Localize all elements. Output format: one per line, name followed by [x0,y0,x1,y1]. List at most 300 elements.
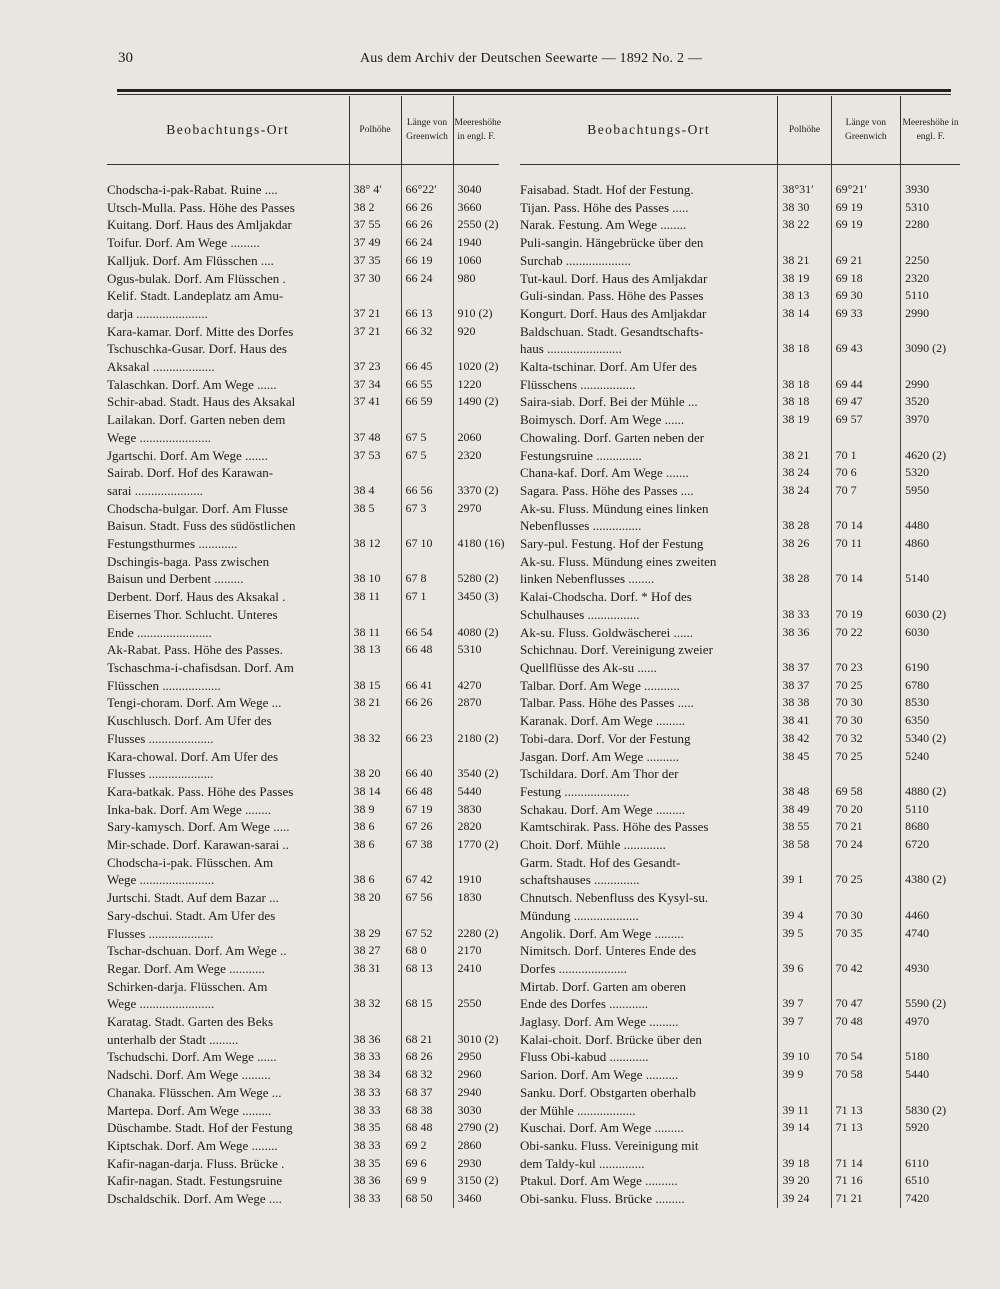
place-cell: Obi-sanku. Fluss. Vereinigung mit [520,1137,699,1153]
latitude-cell: 38 18 [778,340,831,358]
longitude-cell: 69 19 [831,199,901,217]
latitude-cell [778,500,831,518]
latitude-cell [778,234,831,252]
longitude-cell: 71 13 [831,1119,901,1137]
table-row [520,854,960,872]
longitude-cell: 66 55 [401,376,453,394]
altitude-cell: 4740 [901,925,960,943]
altitude-cell: 2550 [453,995,499,1013]
longitude-cell: 69 9 [401,1172,453,1190]
column-header-altitude: Meereshöhe in engl. F. [453,96,499,165]
latitude-cell: 38 55 [778,818,831,836]
longitude-cell [831,641,901,659]
place-cell: Talbar. Dorf. Am Wege ........... [520,677,680,693]
table-row [520,783,960,801]
table-row [520,641,960,659]
altitude-cell: 2820 [453,818,499,836]
altitude-cell: 5310 [453,641,499,659]
table-row [107,818,499,836]
altitude-cell [901,500,960,518]
latitude-cell: 38 29 [349,925,401,943]
place-cell: Garm. Stadt. Hof des Gesandt- [520,854,681,870]
longitude-cell: 66 26 [401,199,453,217]
longitude-cell: 66 26 [401,216,453,234]
altitude-cell: 6030 [901,624,960,642]
latitude-cell: 38 28 [778,570,831,588]
latitude-cell: 38 19 [778,270,831,288]
longitude-cell: 67 1 [401,588,453,606]
table-row [520,287,960,305]
place-cell: Dorfes ..................... [520,960,627,976]
place-cell: Festung .................... [520,783,630,799]
latitude-cell: 38 33 [778,606,831,624]
latitude-cell: 38 18 [778,376,831,394]
longitude-cell: 70 32 [831,730,901,748]
latitude-cell: 38°31′ [778,165,831,199]
longitude-cell: 70 24 [831,836,901,854]
longitude-cell: 68 26 [401,1048,453,1066]
latitude-cell: 38 21 [778,447,831,465]
altitude-cell [453,659,499,677]
altitude-cell [901,358,960,376]
latitude-cell: 39 7 [778,1013,831,1031]
longitude-cell: 66 41 [401,677,453,695]
altitude-cell: 3370 (2) [453,482,499,500]
altitude-cell: 2960 [453,1066,499,1084]
altitude-cell: 2990 [901,305,960,323]
place-cell: Tschuschka-Gusar. Dorf. Haus des [107,341,287,357]
place-cell: Sairab. Dorf. Hof des Karawan- [107,465,274,481]
longitude-cell [401,464,453,482]
table-row [520,1084,960,1102]
table-row [520,606,960,624]
latitude-cell: 38 4 [349,482,401,500]
altitude-cell: 2550 (2) [453,216,499,234]
altitude-cell [901,765,960,783]
place-cell: Chodscha-i-pak-Rabat. Ruine .... [107,182,278,197]
latitude-cell: 38 10 [349,570,401,588]
place-cell: Mündung .................... [520,907,639,923]
longitude-cell [401,517,453,535]
place-cell: Ak-su. Fluss. Goldwäscherei ...... [520,624,693,640]
longitude-cell: 66 24 [401,234,453,252]
place-cell: Chnutsch. Nebenfluss des Kysyl-su. [520,890,709,906]
latitude-cell [778,1137,831,1155]
altitude-cell: 3010 (2) [453,1031,499,1049]
longitude-cell: 66°22′ [401,165,453,199]
latitude-cell: 38 58 [778,836,831,854]
longitude-cell: 70 25 [831,748,901,766]
longitude-cell [831,889,901,907]
right-table-body [520,165,960,1208]
column-header-place: Beobachtungs-Ort [107,96,349,165]
longitude-cell: 70 14 [831,517,901,535]
longitude-cell: 70 47 [831,995,901,1013]
latitude-cell: 37 53 [349,447,401,465]
latitude-cell: 37 48 [349,429,401,447]
latitude-cell: 39 14 [778,1119,831,1137]
table-row [520,871,960,889]
altitude-cell: 2930 [453,1155,499,1173]
altitude-cell: 3520 [901,393,960,411]
altitude-cell: 3040 [453,165,499,199]
longitude-cell: 69 44 [831,376,901,394]
altitude-cell: 920 [453,323,499,341]
longitude-cell: 67 19 [401,801,453,819]
place-cell: Ak-Rabat. Pass. Höhe des Passes. [107,642,283,658]
table-row [107,783,499,801]
altitude-cell: 1910 [453,871,499,889]
table-row [520,712,960,730]
table-row [107,1084,499,1102]
table-row [520,358,960,376]
altitude-cell: 5950 [901,482,960,500]
place-cell: Festungsthurmes ............ [107,536,238,552]
latitude-cell [349,748,401,766]
latitude-cell: 38 49 [778,801,831,819]
altitude-cell: 2320 [901,270,960,288]
place-cell: Sary-dschui. Stadt. Am Ufer des [107,907,276,923]
longitude-cell [401,1013,453,1031]
altitude-cell: 5240 [901,748,960,766]
place-cell: Ptakul. Dorf. Am Wege .......... [520,1173,678,1189]
altitude-cell: 4970 [901,1013,960,1031]
longitude-cell: 67 56 [401,889,453,907]
table-row [520,340,960,358]
altitude-cell [901,978,960,996]
latitude-cell [349,712,401,730]
table-row [520,730,960,748]
latitude-cell [349,1013,401,1031]
altitude-cell: 1940 [453,234,499,252]
altitude-cell: 2170 [453,942,499,960]
latitude-cell [778,978,831,996]
longitude-cell: 71 14 [831,1155,901,1173]
altitude-cell [901,553,960,571]
place-cell: Baisun und Derbent ......... [107,571,244,587]
table-row [520,553,960,571]
altitude-cell: 6510 [901,1172,960,1190]
longitude-cell: 66 24 [401,270,453,288]
latitude-cell: 38 21 [349,694,401,712]
table-row [107,376,499,394]
column-header-altitude: Meereshöhe in engl. F. [901,96,960,165]
latitude-cell: 38 45 [778,748,831,766]
latitude-cell: 38 20 [349,889,401,907]
altitude-cell: 3460 [453,1190,499,1208]
latitude-cell: 39 7 [778,995,831,1013]
place-cell: Faisabad. Stadt. Hof der Festung. [520,182,694,197]
latitude-cell: 38 35 [349,1119,401,1137]
latitude-cell: 37 49 [349,234,401,252]
altitude-cell: 2790 (2) [453,1119,499,1137]
altitude-cell: 2990 [901,376,960,394]
left-table-section [107,96,505,1208]
table-row [520,588,960,606]
table-row [107,712,499,730]
altitude-cell [901,1084,960,1102]
latitude-cell: 37 34 [349,376,401,394]
place-cell: unterhalb der Stadt ......... [107,1031,239,1047]
table-row [107,570,499,588]
place-cell: Nimitsch. Dorf. Unteres Ende des [520,943,697,959]
latitude-cell: 38 48 [778,783,831,801]
place-cell: Festungsruine .............. [520,447,642,463]
table-row [520,216,960,234]
latitude-cell: 38 13 [778,287,831,305]
longitude-cell: 70 11 [831,535,901,553]
table-row [520,1102,960,1120]
table-row [107,659,499,677]
table-row [520,429,960,447]
longitude-cell: 70 6 [831,464,901,482]
altitude-cell [453,517,499,535]
table-row [107,1119,499,1137]
altitude-cell: 4860 [901,535,960,553]
place-cell: Düschambe. Stadt. Hof der Festung [107,1120,293,1136]
table-row [107,1031,499,1049]
altitude-cell: 2180 (2) [453,730,499,748]
table-row [107,1013,499,1031]
place-cell: Kuschai. Dorf. Am Wege ......... [520,1120,684,1136]
altitude-cell: 8530 [901,694,960,712]
altitude-cell [453,411,499,429]
place-cell: haus ....................... [520,341,622,357]
latitude-cell: 38 42 [778,730,831,748]
latitude-cell: 38 18 [778,393,831,411]
latitude-cell: 38 11 [349,624,401,642]
longitude-cell: 66 23 [401,730,453,748]
longitude-cell: 69 18 [831,270,901,288]
altitude-cell: 3830 [453,801,499,819]
table-row [520,765,960,783]
latitude-cell: 39 5 [778,925,831,943]
longitude-cell: 68 37 [401,1084,453,1102]
table-row [107,801,499,819]
latitude-cell: 38 28 [778,517,831,535]
longitude-cell: 70 54 [831,1048,901,1066]
latitude-cell [349,411,401,429]
table-row [520,659,960,677]
longitude-cell: 71 21 [831,1190,901,1208]
place-cell: Chana-kaf. Dorf. Am Wege ....... [520,465,689,481]
latitude-cell [778,889,831,907]
table-row [520,165,960,199]
longitude-cell: 69 30 [831,287,901,305]
table-row [520,1031,960,1049]
table-row [107,199,499,217]
longitude-cell: 70 30 [831,907,901,925]
longitude-cell: 70 23 [831,659,901,677]
longitude-cell: 70 35 [831,925,901,943]
longitude-cell [401,340,453,358]
latitude-cell: 38 5 [349,500,401,518]
table-row [107,854,499,872]
table-row [107,165,499,199]
table-row [107,411,499,429]
table-row [107,1172,499,1190]
place-cell: Schirken-darja. Flüsschen. Am [107,978,268,994]
column-header-longitude: Länge von Greenwich [831,96,901,165]
table-row [107,500,499,518]
altitude-cell [453,907,499,925]
longitude-cell [831,234,901,252]
place-cell: Tijan. Pass. Höhe des Passes ..... [520,199,689,215]
latitude-cell: 38 33 [349,1137,401,1155]
altitude-cell: 5340 (2) [901,730,960,748]
longitude-cell: 69 47 [831,393,901,411]
altitude-cell: 1060 [453,252,499,270]
latitude-cell: 37 21 [349,323,401,341]
place-cell: Ak-su. Fluss. Mündung eines linken [520,500,709,516]
place-cell: Sary-pul. Festung. Hof der Festung [520,536,704,552]
longitude-cell: 68 38 [401,1102,453,1120]
place-cell: Tengi-choram. Dorf. Am Wege ... [107,695,282,711]
table-row [107,287,499,305]
place-cell: Nadschi. Dorf. Am Wege ......... [107,1067,271,1083]
latitude-cell [778,358,831,376]
table-row [520,535,960,553]
altitude-cell [453,553,499,571]
table-row [520,925,960,943]
longitude-cell: 69 19 [831,216,901,234]
altitude-cell [453,854,499,872]
latitude-cell: 38 33 [349,1190,401,1208]
longitude-cell [831,500,901,518]
latitude-cell [778,429,831,447]
altitude-cell: 5920 [901,1119,960,1137]
place-cell: Kalai-Chodscha. Dorf. * Hof des [520,589,692,605]
latitude-cell: 39 1 [778,871,831,889]
longitude-cell [831,765,901,783]
place-cell: Inka-bak. Dorf. Am Wege ........ [107,801,272,817]
latitude-cell [778,765,831,783]
table-row [520,199,960,217]
table-row [107,305,499,323]
observation-table-right [520,96,960,1208]
place-cell: Mirtab. Dorf. Garten am oberen [520,978,687,994]
longitude-cell: 66 48 [401,783,453,801]
place-cell: Narak. Festung. Am Wege ........ [520,217,687,233]
header-rule-thick [117,89,951,92]
table-row [107,340,499,358]
altitude-cell: 910 (2) [453,305,499,323]
place-cell: Kalta-tschinar. Dorf. Am Ufer des [520,359,697,375]
place-cell: Ogus-bulak. Dorf. Am Flüsschen . [107,270,286,286]
altitude-cell: 5440 [901,1066,960,1084]
observation-table-left [107,96,505,1208]
table-row [520,464,960,482]
altitude-cell: 2060 [453,429,499,447]
table-row [520,1013,960,1031]
longitude-cell: 67 3 [401,500,453,518]
altitude-cell: 4930 [901,960,960,978]
latitude-cell: 38 26 [778,535,831,553]
table-row [520,1066,960,1084]
table-row [107,535,499,553]
table-row [107,925,499,943]
altitude-cell: 8680 [901,818,960,836]
place-cell: Nebenflusses ............... [520,518,642,534]
table-row [520,500,960,518]
table-row [107,960,499,978]
altitude-cell: 3090 (2) [901,340,960,358]
table-row [520,624,960,642]
table-row [107,1137,499,1155]
place-cell: Sagara. Pass. Höhe des Passes .... [520,482,694,498]
place-cell: Wege ...................... [107,429,212,445]
longitude-cell: 66 13 [401,305,453,323]
longitude-cell [831,323,901,341]
place-cell: Tschildara. Dorf. Am Thor der [520,766,679,782]
latitude-cell [778,641,831,659]
longitude-cell [831,429,901,447]
latitude-cell: 38 15 [349,677,401,695]
table-row [107,907,499,925]
latitude-cell [778,1084,831,1102]
longitude-cell: 68 50 [401,1190,453,1208]
place-cell: Kiptschak. Dorf. Am Wege ........ [107,1137,278,1153]
longitude-cell: 69 6 [401,1155,453,1173]
place-cell: Tschaschma-i-chafisdsan. Dorf. Am [107,659,294,675]
altitude-cell: 2410 [453,960,499,978]
altitude-cell: 1220 [453,376,499,394]
place-cell: Jaglasy. Dorf. Am Wege ......... [520,1014,679,1030]
longitude-cell: 68 15 [401,995,453,1013]
table-row [107,606,499,624]
table-row [520,393,960,411]
longitude-cell: 69°21′ [831,165,901,199]
altitude-cell: 3150 (2) [453,1172,499,1190]
table-row [107,1190,499,1208]
altitude-cell [453,287,499,305]
table-row [520,995,960,1013]
longitude-cell: 67 38 [401,836,453,854]
latitude-cell: 39 18 [778,1155,831,1173]
altitude-cell: 5830 (2) [901,1102,960,1120]
longitude-cell: 66 45 [401,358,453,376]
latitude-cell: 37 35 [349,252,401,270]
altitude-cell: 6350 [901,712,960,730]
table-row [520,694,960,712]
altitude-cell [901,889,960,907]
altitude-cell: 4270 [453,677,499,695]
latitude-cell [349,553,401,571]
longitude-cell [831,553,901,571]
place-cell: Kalljuk. Dorf. Am Flüsschen .... [107,252,274,268]
altitude-cell: 4460 [901,907,960,925]
longitude-cell: 70 19 [831,606,901,624]
longitude-cell [831,978,901,996]
longitude-cell: 70 25 [831,677,901,695]
place-cell: Karanak. Dorf. Am Wege ......... [520,713,686,729]
table-row [107,624,499,642]
column-header-latitude: Polhöhe [349,96,401,165]
place-cell: Chodscha-bulgar. Dorf. Am Flusse [107,500,288,516]
latitude-cell: 38 36 [778,624,831,642]
altitude-cell [901,234,960,252]
table-row [107,252,499,270]
place-cell: dem Taldy-kul .............. [520,1155,645,1171]
altitude-cell: 3540 (2) [453,765,499,783]
place-cell: Derbent. Dorf. Haus des Aksakal . [107,589,286,605]
longitude-cell: 68 0 [401,942,453,960]
table-row [107,748,499,766]
table-row [520,1190,960,1208]
latitude-cell: 38 33 [349,1084,401,1102]
longitude-cell [831,854,901,872]
latitude-cell [349,464,401,482]
